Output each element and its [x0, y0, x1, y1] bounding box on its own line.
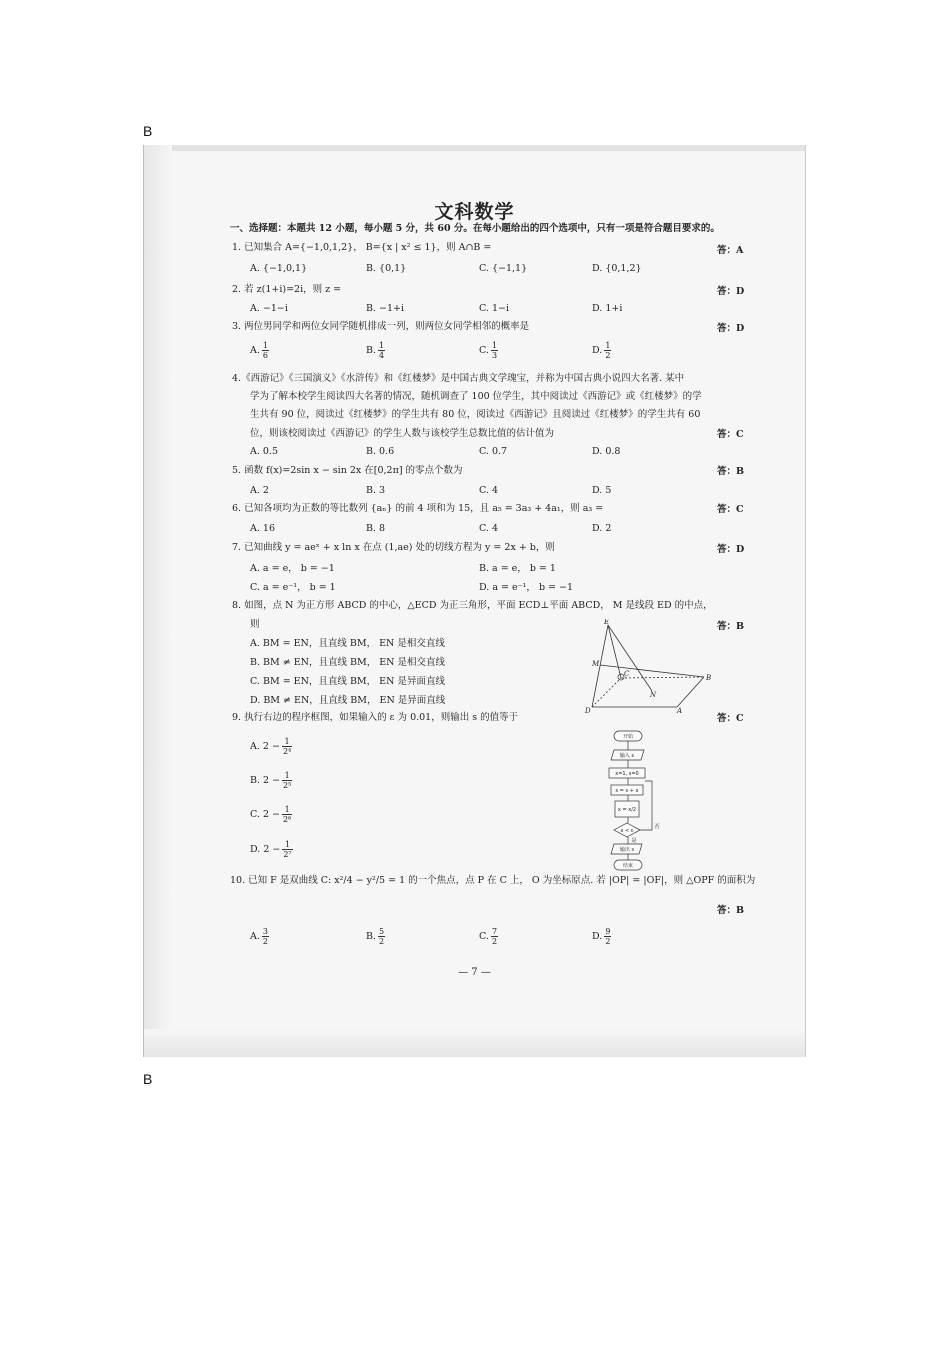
q10-option-c-label: C.: [479, 931, 489, 942]
q8-option-b: B. BM ≠ EN，且直线 BM， EN 是相交直线: [250, 657, 445, 668]
flow-halve: x = x/2: [617, 807, 637, 813]
q1-answer: 答：A: [717, 245, 744, 256]
q10-option-b: [366, 927, 385, 946]
q7-stem: 7. 已知曲线 y = aeˣ + x ln x 在点 (1,ae) 处的切线方程为 y = 2x + b，则: [232, 542, 555, 553]
q6-option-b: B. 8: [366, 523, 386, 534]
paper-title: 文科数学: [434, 201, 515, 223]
q4-stem-line-3: 生共有 90 位，阅读过《红楼梦》的学生共有 80 位，阅读过《西游记》且阅读过《红楼梦》的学生共有 60: [250, 409, 701, 420]
q4-option-d: D. 0.8: [592, 446, 621, 457]
q5-answer: 答：B: [717, 466, 745, 477]
q2-option-a: A. −1−i: [250, 303, 288, 314]
q5-option-c: C. 4: [479, 485, 499, 496]
q2-answer: 答：D: [717, 286, 745, 297]
q3-option-c-den: 3: [491, 351, 498, 360]
q9-option-a-label: A. 2 −: [250, 741, 280, 752]
q7-option-d: D. a = e⁻¹， b = −1: [479, 582, 574, 593]
q9-flowchart: [606, 730, 666, 872]
q1-stem: 1. 已知集合 A={−1,0,1,2}， B={x | x² ≤ 1}，则 A∩B =: [232, 242, 492, 253]
q10-option-d-num: 9: [605, 927, 611, 936]
flow-input: 输入 ε: [619, 753, 635, 759]
scan-bottom-shadow: [144, 1029, 805, 1057]
q3-option-c-label: C.: [479, 345, 489, 356]
q9-option-d-num: 1: [282, 840, 292, 850]
q3-option-d-label: D.: [592, 345, 603, 356]
flow-output: 输出 s: [619, 847, 635, 853]
q4-option-a: A. 0.5: [250, 446, 279, 457]
q7-option-c: C. a = e⁻¹， b = 1: [250, 582, 336, 593]
bottom-label: B: [143, 1071, 153, 1087]
q9-option-c-den: 2⁶: [283, 815, 292, 824]
scan-left-shadow: [144, 145, 172, 1057]
section-header: 一、选择题：本题共 12 小题，每小题 5 分，共 60 分。在每小题给出的四个选项中，只有一项是符合题目要求的。: [230, 223, 720, 234]
q9-option-a-den: 2⁴: [282, 747, 292, 756]
q10-option-b-label: B.: [366, 931, 377, 942]
q8-answer: 答：B: [717, 621, 745, 632]
q8-option-a: A. BM = EN，且直线 BM， EN 是相交直线: [250, 638, 445, 649]
q3-option-c: [479, 341, 498, 360]
q7-option-b: B. a = e， b = 1: [479, 563, 556, 574]
q3-option-d-num: 1: [605, 341, 611, 350]
flow-init: x=1, s=0: [615, 771, 639, 777]
scanned-exam-page: [143, 145, 806, 1057]
q3-option-a-den: 6: [262, 351, 268, 360]
q3-option-c-num: 1: [491, 341, 498, 350]
q10-answer: 答：B: [717, 905, 745, 916]
q3-option-a: [250, 341, 269, 360]
page-number: — 7 —: [458, 967, 491, 978]
q9-option-c-num: 1: [282, 805, 292, 815]
q4-option-c: C. 0.7: [479, 446, 508, 457]
q10-option-d: [592, 927, 611, 946]
q4-stem-line-4: 位，则该校阅读过《西游记》的学生人数与该校学生总数比值的估计值为: [250, 428, 555, 439]
q6-stem: 6. 已知各项均为正数的等比数列 {aₙ} 的前 4 项和为 15，且 a₅ = 3a₃ + 4a₁，则 a₃ =: [232, 503, 604, 514]
q10-option-c-num: 7: [491, 927, 498, 936]
q2-option-b: B. −1+i: [366, 303, 405, 314]
q5-stem: 5. 函数 f(x)=2sin x − sin 2x 在[0,2π] 的零点个数为: [232, 465, 463, 476]
q9-option-d: [250, 840, 293, 859]
q10-option-d-label: D.: [592, 931, 603, 942]
q10-option-a-num: 3: [262, 927, 268, 936]
q3-option-a-num: 1: [262, 341, 268, 350]
q6-answer: 答：C: [717, 504, 744, 515]
flow-condition: x < ε: [620, 828, 634, 834]
q10-option-b-num: 5: [379, 927, 385, 936]
q10-option-c: [479, 927, 498, 946]
q8-stem-line-1: 8. 如图，点 N 为正方形 ABCD 的中心，△ECD 为正三角形，平面 ECD⊥平面 ABCD， M 是线段 ED 的中点，: [232, 600, 713, 611]
q9-option-d-label: D. 2 −: [250, 844, 281, 855]
q1-option-a: A. {−1,0,1}: [250, 263, 308, 274]
top-label: B: [143, 123, 153, 139]
q8-label-c: C: [624, 670, 630, 678]
q3-option-b: [366, 341, 385, 360]
q8-option-d: D. BM ≠ EN，且直线 BM， EN 是异面直线: [250, 695, 446, 706]
q3-stem: 3. 两位男同学和两位女同学随机排成一列，则两位女同学相邻的概率是: [232, 321, 530, 332]
q8-label-n: N: [650, 691, 657, 699]
q8-label-m: M: [592, 660, 600, 668]
q9-option-d-den: 2⁷: [283, 850, 292, 859]
q3-option-a-label: A.: [250, 345, 260, 356]
q9-option-b-label: B. 2 −: [250, 775, 281, 786]
q6-option-a: A. 16: [250, 523, 275, 534]
q5-option-d: D. 5: [592, 485, 612, 496]
q10-option-a-den: 2: [262, 937, 268, 946]
flow-start: 开始: [622, 734, 634, 740]
q9-option-b-num: 1: [282, 771, 292, 781]
q9-stem: 9. 执行右边的程序框图，如果输入的 ε 为 0.01，则输出 s 的值等于: [232, 712, 519, 723]
q10-stem: 10. 已知 F 是双曲线 C: x²/4 − y²/5 = 1 的一个焦点，点 P 在 C 上， O 为坐标原点. 若 |OP| = |OF|，则 △OPF 的面积为: [230, 875, 756, 886]
q9-option-a: [250, 737, 292, 756]
q2-option-c: C. 1−i: [479, 303, 510, 314]
q10-option-a-label: A.: [250, 931, 260, 942]
q3-option-d-den: 2: [605, 351, 611, 360]
q5-option-b: B. 3: [366, 485, 386, 496]
q10-option-b-den: 2: [379, 937, 385, 946]
q9-option-b-den: 2⁵: [283, 781, 292, 790]
flow-sum: s = s + x: [615, 788, 639, 794]
q8-stem-line-2: 则: [250, 619, 260, 630]
q8-geometry-figure: [584, 619, 716, 715]
q8-option-c: C. BM = EN，且直线 BM， EN 是异面直线: [250, 676, 445, 687]
q5-option-a: A. 2: [250, 485, 269, 496]
q9-answer: 答：C: [717, 713, 744, 724]
q10-option-a: [250, 927, 269, 946]
q8-label-a: A: [677, 707, 683, 715]
q1-option-d: D. {0,1,2}: [592, 263, 642, 274]
flow-end: 结束: [622, 863, 634, 869]
q4-option-b: B. 0.6: [366, 446, 395, 457]
scan-top-shadow: [144, 145, 805, 151]
q4-answer: 答：C: [717, 429, 744, 440]
q10-option-c-den: 2: [491, 937, 498, 946]
q1-option-b: B. {0,1}: [366, 263, 407, 274]
q8-label-d: D: [585, 707, 591, 715]
flow-yes: 是: [631, 838, 637, 844]
q8-label-e: E: [604, 619, 610, 626]
q9-option-c-label: C. 2 −: [250, 809, 280, 820]
flow-no: 否: [654, 824, 660, 830]
q4-stem-line-2: 学为了解本校学生阅读四大名著的情况，随机调查了 100 位学生，其中阅读过《西游记》或《红楼梦》的学: [250, 391, 702, 402]
q8-label-b: B: [706, 674, 712, 682]
q10-option-d-den: 2: [605, 937, 611, 946]
q9-option-a-num: 1: [282, 737, 292, 747]
q6-option-d: D. 2: [592, 523, 612, 534]
q9-option-b: [250, 771, 292, 790]
q7-answer: 答：D: [717, 544, 745, 555]
q6-option-c: C. 4: [479, 523, 499, 534]
q4-stem-line-1: 4.《西游记》《三国演义》《水浒传》和《红楼梦》是中国古典文学瑰宝，并称为中国古典小说四大名著. 某中: [232, 373, 685, 384]
q2-option-d: D. 1+i: [592, 303, 623, 314]
q3-answer: 答：D: [717, 323, 745, 334]
q3-option-b-den: 4: [379, 351, 385, 360]
q3-option-b-label: B.: [366, 345, 377, 356]
q3-option-d: [592, 341, 611, 360]
q1-option-c: C. {−1,1}: [479, 263, 528, 274]
q7-option-a: A. a = e， b = −1: [250, 563, 335, 574]
q9-option-c: [250, 805, 292, 824]
q2-stem: 2. 若 z(1+i)=2i，则 z =: [232, 284, 342, 295]
q3-option-b-num: 1: [379, 341, 385, 350]
